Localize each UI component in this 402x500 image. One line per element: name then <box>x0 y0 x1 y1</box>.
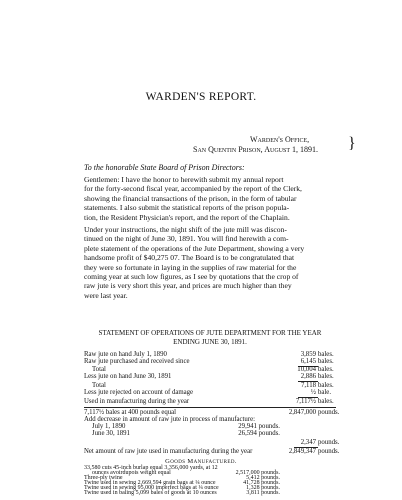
row-value: 10,004 <box>297 366 316 373</box>
paragraph-2-line: were last year. <box>84 290 128 300</box>
row-subvalue: 3,811 pounds. <box>246 490 280 496</box>
row-label: Total <box>92 382 106 389</box>
row-unit: pounds. <box>318 439 340 446</box>
row-unit: bales. <box>318 398 334 405</box>
paragraph-2-line: handsome profit of $40,275 07. The Board is to be congratulated that <box>84 253 295 263</box>
row-value: 3,859 <box>300 351 316 358</box>
brace-mark: } <box>348 135 356 152</box>
row-subvalue: 5,412 pounds. <box>246 475 280 481</box>
row-unit: bales. <box>318 366 334 373</box>
row-value <box>310 498 317 499</box>
office-line-1: Warden's Office, <box>250 135 310 144</box>
table-row <box>84 358 336 366</box>
paragraph-2-line: coming year at such low figures, as I see by quotations that the crop of <box>84 272 299 282</box>
row-label: Less jute on hand June 30, 1891 <box>84 373 172 380</box>
paragraph-2-line: plete statement of the operations of the Jute Department, showing a very <box>84 243 305 253</box>
row-label: Raw jute purchased and received since <box>84 358 190 365</box>
row-unit: pounds. <box>318 409 340 416</box>
paragraph-1-line: tion, the Resident Physician's report, and the report of the Chaplain. <box>84 212 290 222</box>
row-unit: bales. <box>318 358 334 365</box>
row-value: 7,117½ <box>295 398 316 405</box>
row-label <box>84 498 137 499</box>
paragraph-1-line: showing the financial transactions of the prison, in the form of tabular <box>84 193 297 203</box>
paragraph-2 <box>84 225 336 300</box>
row-label: Net amount of raw jute used in manufacturing during the year <box>84 448 253 455</box>
paragraph-2-line: raw jute is very short this year, and prices are much higher than they <box>84 281 292 291</box>
table-row <box>84 373 336 381</box>
row-label: Twine used in sewing 95,000 imperfect bags at ¼ ounce <box>84 485 219 491</box>
row-value: 2,847,000 <box>288 409 316 416</box>
table-row <box>84 398 336 406</box>
office-line-2: San Quentin Prison, August 1, 1891. <box>193 145 319 154</box>
row-label: Less jute rejected on account of damage <box>84 389 194 396</box>
paragraph-1-line: for the forty-second fiscal year, accompanied by the report of the Clerk, <box>84 184 302 194</box>
page-title: WARDEN'S REPORT. <box>145 91 257 103</box>
row-label: Raw jute on hand July 1, 1890 <box>84 351 167 358</box>
row-label: Twine used in sewing 2,669,594 grain bags at ¼ ounce <box>84 480 216 486</box>
row-value: 2,849,347 <box>288 448 316 455</box>
row-label: Total <box>92 366 106 373</box>
paragraph-2-line: they were so fortunate in laying in the supplies of raw material for the <box>84 262 297 272</box>
row-value: 7,118 <box>300 382 316 389</box>
row-unit: bales. <box>318 351 334 358</box>
statement-title-line: STATEMENT OF OPERATIONS OF JUTE DEPARTMENT FOR THE YEAR <box>98 329 322 337</box>
row-subvalue: 29,941 pounds. <box>238 423 280 430</box>
salutation: To the honorable State Board of Prison Directors: <box>84 163 245 172</box>
table-row <box>84 448 340 456</box>
row-label: Three-ply twine <box>84 475 123 481</box>
row-label: Add decrease in amount of raw jute in process of manufacture: <box>84 416 255 423</box>
row-subvalue: 41,728 pounds. <box>243 480 280 486</box>
statement-title-line: ENDING JUNE 30, 1891. <box>173 338 247 346</box>
row-subvalue: 26,594 pounds. <box>238 430 280 437</box>
paragraph-1-line: statements. I also submit the statistical reports of the prison popula- <box>84 203 290 213</box>
statement-title <box>84 329 336 347</box>
row-label: 33,580 cuts 45-inch burlap equal 3,356,000 yards, at 12 <box>84 465 218 471</box>
row-unit: bale. <box>318 389 332 396</box>
table-row <box>84 389 336 397</box>
row-unit: bales. <box>318 373 334 380</box>
row-label: Used in manufacturing during the year <box>84 398 190 405</box>
goods-section-title: Goods Manufactured. <box>165 458 237 465</box>
row-label: ounces avoirdupois weight equal <box>92 470 171 476</box>
table-row <box>84 439 340 447</box>
paragraph-2-line: Under your instructions, the night shift of the jute mill was discon- <box>84 225 287 234</box>
row-subvalue: 1,328 pounds. <box>246 485 280 491</box>
row-label: 7,117½ bales at 400 pounds equal <box>84 409 177 416</box>
row-label: June 30, 1891 <box>92 430 130 437</box>
row-label: Twine used in baling 5,099 bales of goods at 10 ounces <box>84 490 217 496</box>
row-value: 6,145 <box>300 358 316 365</box>
row-value: ½ <box>310 389 316 396</box>
row-value: 2,886 <box>300 373 316 380</box>
row-subvalue: 2,517,000 pounds. <box>235 470 280 476</box>
row-unit: pounds. <box>318 448 340 455</box>
paragraph-1 <box>84 175 336 222</box>
row-value: 2,347 <box>300 439 316 446</box>
section-rule <box>84 407 336 408</box>
row-unit: bales. <box>318 382 334 389</box>
table-row <box>84 430 336 438</box>
paragraph-2-line: tinued on the night of June 30, 1891. You will find herewith a com- <box>84 234 289 244</box>
row-label: July 1, 1890 <box>92 423 126 430</box>
row-unit <box>318 498 324 499</box>
paragraph-1-line: Gentlemen: I have the honor to herewith submit my annual report <box>84 175 284 184</box>
